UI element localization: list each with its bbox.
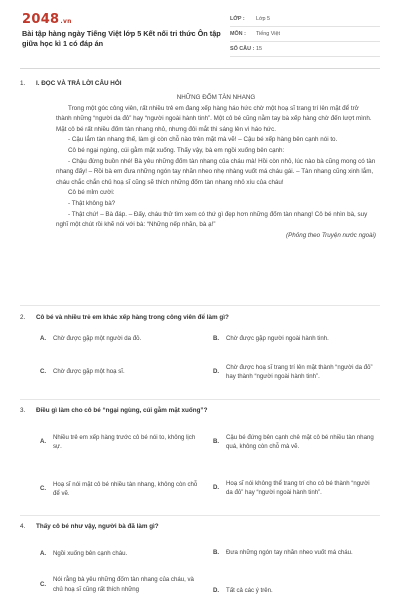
document-title: Bài tập hàng ngày Tiếng Việt lớp 5 Kết nối tri thức Ôn tập giữa học kì 1 có đáp án [22,29,221,48]
option-c[interactable] [40,575,205,599]
meta-key: LỚP : [230,16,245,22]
passage-paragraph: - Chậu đừng buồn nhé! Bà yêu những đốm tàn nhang của cháu mà! Hồi còn nhỏ, lúc nào bà cũng mong có tàn nhang đấy! – Rồi bà em đưa những ngón tay nhăn nheo nhẹ nhàng vuốt má cháu gái. – Tàn nhang cũng xinh lắm, cháu chắc chắn chủ hoạ sĩ cũng sẽ thích những đốm tàn nhang nhỏ xíu của cháu! [56,157,376,186]
option-b[interactable] [213,332,378,346]
story-title: NHỮNG ĐỐM TÀN NHANG [176,94,256,101]
option-a[interactable] [40,547,205,561]
option-letter: C. [40,485,47,493]
reading-passage [56,93,376,241]
option-text: Chờ được hoạ sĩ trang trí lên mặt thành “người da đỏ” hay thành “người ngoài hành tinh”. [226,363,373,380]
option-letter: A. [40,550,47,558]
option-d[interactable] [213,470,378,506]
meta-table [230,12,380,57]
option-letter: B. [213,438,220,446]
option-text: Hoạ sĩ nói mặt cô bé nhiều tàn nhang, không còn chỗ để vẽ. [53,480,198,497]
option-letter: A. [40,438,47,446]
option-d[interactable] [213,585,378,597]
question-title: Điều gì làm cho cô bé “ngại ngùng, cúi gằm mặt xuống”? [36,407,208,414]
question-1-heading [20,80,121,87]
meta-key: SỐ CÂU : [230,46,255,52]
option-text: Chờ được gặp một người da đỏ. [53,335,142,343]
option-text: Cậu bé đứng bên cạnh chê mặt cô bé nhiều tàn nhang quá, không còn chỗ mà vẽ. [226,433,374,450]
passage-paragraph: Cô bé mỉm cười: [68,189,115,197]
option-text: Chờ được gặp người ngoài hành tinh. [226,335,329,343]
meta-value: Tiếng Việt [256,31,280,37]
option-letter: B. [213,549,220,557]
meta-row-count [230,42,380,57]
question-2-heading [20,314,229,321]
logo-suffix: .vn [60,18,72,25]
option-c[interactable] [40,473,205,505]
question-separator [20,515,380,516]
question-title: Cô bé và nhiều trẻ em khác xếp hàng trong công viên để làm gì? [36,314,229,321]
question-number: 1. [20,80,26,87]
option-text: Hoạ sĩ nói không thể trang trí cho cô bé thành “người da đỏ” hay “người ngoài hành tinh”. [226,479,370,496]
question-number: 3. [20,407,26,414]
option-a[interactable] [40,332,205,346]
passage-paragraph: Cô bé ngại ngùng, cúi gằm mặt xuống. Thấy vậy, bà em ngồi xuống bên cạnh: [68,146,285,154]
option-b[interactable] [213,541,378,565]
option-text: Ngồi xuống bên cạnh cháu. [53,550,128,558]
option-letter: B. [213,335,220,343]
meta-key: MÔN : [230,31,246,37]
passage-paragraph: Trong một góc công viên, rất nhiều trẻ em đang xếp hàng háo hức chờ một hoạ sĩ trang trí lên mặt để trở thành những “người da đỏ” hay “người ngoài hành tinh”. Một cô bé cũng nằm tay bà xếp hàng chờ đến lượt mình. Mặt cô bé rất nhiều đốm tàn nhang nhỏ, nhưng đôi mắt thì sáng lên vì háo hức. [56,104,372,133]
page-header [0,0,400,62]
question-4-heading [20,523,159,530]
meta-value: 15 [256,46,262,52]
passage-source: (Phỏng theo Truyện nước ngoài) [286,231,376,239]
option-text: Nhiều trẻ em xếp hàng trước cô bé nói to, không lịch sự. [53,433,196,450]
option-letter: D. [213,484,220,492]
question-3-heading [20,407,207,414]
option-d[interactable] [213,354,378,390]
question-title: I. ĐỌC VÀ TRẢ LỜI CÂU HỎI [36,80,122,87]
question-separator [20,399,380,400]
option-text: Đưa những ngón tay nhăn nheo vuốt má cháu. [226,549,353,557]
meta-row-grade [230,12,380,27]
option-letter: D. [213,587,220,595]
option-text: Chờ được gặp một hoạ sĩ. [53,368,125,376]
option-letter: D. [213,368,220,376]
option-c[interactable] [40,357,205,387]
header-divider [20,68,380,69]
option-text: Tất cả các ý trên. [226,587,273,595]
meta-row-subject [230,27,380,42]
question-number: 4. [20,523,26,530]
question-title: Thấy cô bé như vậy, người bà đã làm gì? [36,523,159,530]
option-letter: C. [40,581,47,588]
option-a[interactable] [40,426,205,458]
logo-text: 2048 [22,12,60,27]
question-number: 2. [20,314,26,321]
passage-paragraph: - Thật không bà? [68,199,116,207]
meta-value: Lớp 5 [256,16,271,22]
site-logo[interactable] [22,12,72,27]
option-b[interactable] [213,424,378,460]
option-text: Nói rằng bà yêu những đốm tàn nhang của cháu, và chủ hoạ sĩ cũng rất thích những [53,576,194,593]
question-separator [20,305,380,306]
passage-paragraph: - Cậu lắm tàn nhang thế, làm gì còn chỗ nào trên mặt mà vẽ! – Cậu bé xếp hàng bên cạnh nói to. [68,136,338,144]
option-letter: A. [40,335,47,343]
option-letter: C. [40,368,47,376]
passage-paragraph: - Thật chứ! – Bà đáp. – Đấy, cháu thử tìm xem có thứ gì đẹp hơn những đốm tàn nhang! Cô bé nhìn bà, suy nghĩ một chút rồi khẽ nói với bà: “Những nếp nhăn, bà ạ!” [56,210,368,229]
